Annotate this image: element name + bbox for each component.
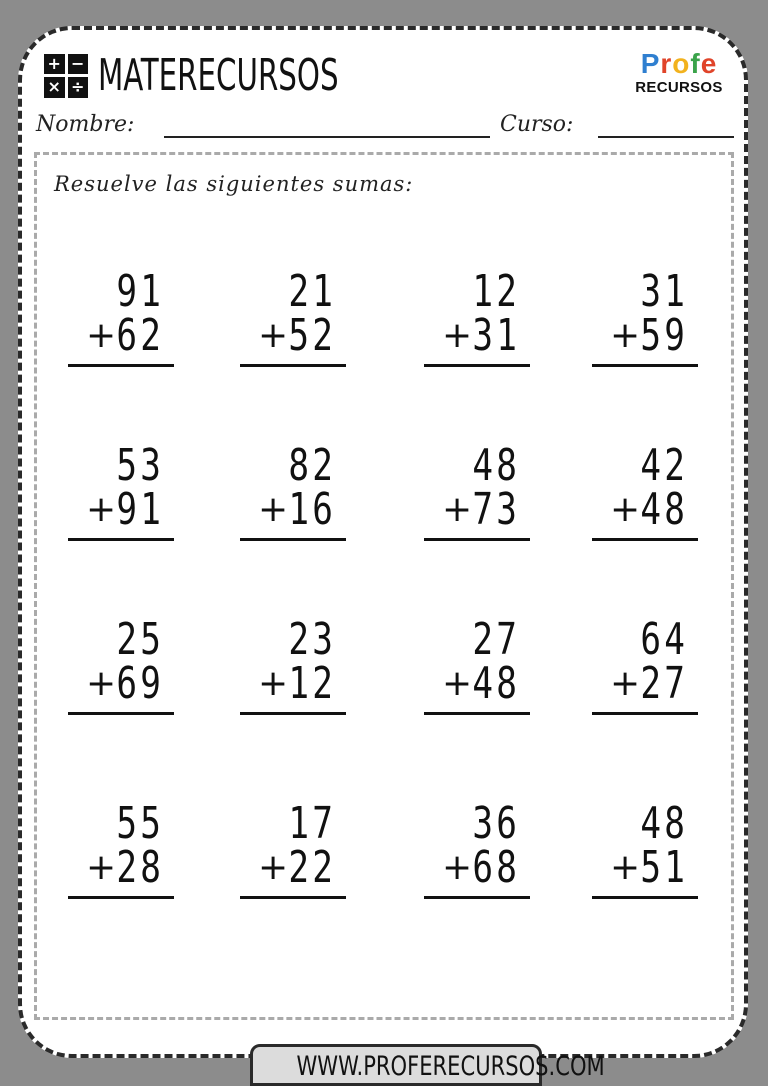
course-label: Curso: (500, 112, 574, 137)
name-line[interactable] (164, 136, 490, 138)
profe-letter: P (640, 48, 661, 79)
addition-problem (424, 266, 530, 374)
addition-problem (424, 614, 530, 722)
addend-bottom: 51 (640, 842, 688, 893)
addend-top: 36 (472, 798, 520, 849)
addition-problem (592, 614, 698, 722)
plus-sign: + (86, 489, 117, 530)
profe-letter: o (672, 48, 691, 79)
addend-bottom: 48 (640, 484, 688, 535)
plus-sign: + (442, 663, 473, 704)
addend-bottom: 31 (472, 310, 520, 361)
addend-top: 53 (116, 440, 164, 491)
addend-top: 12 (472, 266, 520, 317)
addition-problem (424, 440, 530, 548)
addend-top: 48 (472, 440, 520, 491)
addend-top: 64 (640, 614, 688, 665)
name-label: Nombre: (36, 112, 135, 137)
profe-letter: f (690, 48, 701, 79)
plus-sign: + (610, 663, 641, 704)
addition-problem (68, 440, 174, 548)
profe-letter: e (700, 48, 718, 79)
times-symbol: × (44, 77, 65, 98)
addend-top: 25 (116, 614, 164, 665)
answer-line[interactable] (592, 364, 698, 367)
addend-top: 55 (116, 798, 164, 849)
addend-bottom: 27 (640, 658, 688, 709)
addend-top: 42 (640, 440, 688, 491)
plus-sign: + (86, 315, 117, 356)
addend-bottom: 91 (116, 484, 164, 535)
materecursos-logo (44, 50, 423, 101)
addition-problem (592, 266, 698, 374)
brand-title: MATERECURSOS (98, 50, 339, 101)
plus-sign: + (86, 847, 117, 888)
addend-bottom: 16 (288, 484, 336, 535)
answer-line[interactable] (424, 896, 530, 899)
answer-line[interactable] (592, 896, 698, 899)
plus-sign: + (610, 489, 641, 530)
addend-bottom: 68 (472, 842, 520, 893)
answer-line[interactable] (240, 364, 346, 367)
course-line[interactable] (598, 136, 734, 138)
addition-problem (424, 798, 530, 906)
addition-problem (240, 440, 346, 548)
addend-bottom: 73 (472, 484, 520, 535)
addend-top: 91 (116, 266, 164, 317)
plus-sign: + (86, 663, 117, 704)
answer-line[interactable] (424, 364, 530, 367)
profe-wordmark (634, 50, 724, 78)
addend-bottom: 22 (288, 842, 336, 893)
addend-top: 27 (472, 614, 520, 665)
addend-bottom: 28 (116, 842, 164, 893)
answer-line[interactable] (68, 896, 174, 899)
answer-line[interactable] (68, 538, 174, 541)
plus-sign: + (610, 315, 641, 356)
addend-bottom: 59 (640, 310, 688, 361)
plus-sign: + (258, 315, 289, 356)
addition-problem (240, 614, 346, 722)
addend-bottom: 62 (116, 310, 164, 361)
addend-bottom: 48 (472, 658, 520, 709)
answer-line[interactable] (424, 538, 530, 541)
answer-line[interactable] (592, 712, 698, 715)
answer-line[interactable] (240, 896, 346, 899)
answer-line[interactable] (424, 712, 530, 715)
addend-bottom: 52 (288, 310, 336, 361)
plus-sign: + (442, 315, 473, 356)
footer-tab (250, 1044, 605, 1086)
answer-line[interactable] (68, 364, 174, 367)
instruction-text: Resuelve las siguientes sumas: (54, 172, 414, 196)
minus-symbol: − (68, 54, 89, 75)
answer-line[interactable] (68, 712, 174, 715)
plus-sign: + (258, 489, 289, 530)
student-fields (36, 112, 736, 142)
addend-top: 48 (640, 798, 688, 849)
profe-subtitle: RECURSOS (635, 79, 723, 96)
plus-sign: + (442, 489, 473, 530)
addition-problem (68, 798, 174, 906)
addition-problem (68, 614, 174, 722)
addend-top: 31 (640, 266, 688, 317)
addition-problem (240, 798, 346, 906)
plus-sign: + (442, 847, 473, 888)
answer-line[interactable] (240, 712, 346, 715)
addition-problem (592, 440, 698, 548)
addend-top: 82 (288, 440, 336, 491)
profe-letter: r (660, 48, 673, 79)
addition-problem (68, 266, 174, 374)
answer-line[interactable] (240, 538, 346, 541)
answer-line[interactable] (592, 538, 698, 541)
plus-sign: + (258, 847, 289, 888)
addend-top: 23 (288, 614, 336, 665)
divide-symbol: ÷ (68, 77, 89, 98)
plus-sign: + (610, 847, 641, 888)
plus-sign: + (258, 663, 289, 704)
profe-recursos-logo (634, 50, 724, 96)
calculator-icon (44, 54, 88, 98)
addend-bottom: 69 (116, 658, 164, 709)
addend-bottom: 12 (288, 658, 336, 709)
addend-top: 17 (288, 798, 336, 849)
plus-symbol: + (44, 54, 65, 75)
footer-url[interactable]: WWW.PROFERECURSOS.COM (296, 1051, 605, 1082)
addition-problem (592, 798, 698, 906)
addition-problem (240, 266, 346, 374)
addend-top: 21 (288, 266, 336, 317)
